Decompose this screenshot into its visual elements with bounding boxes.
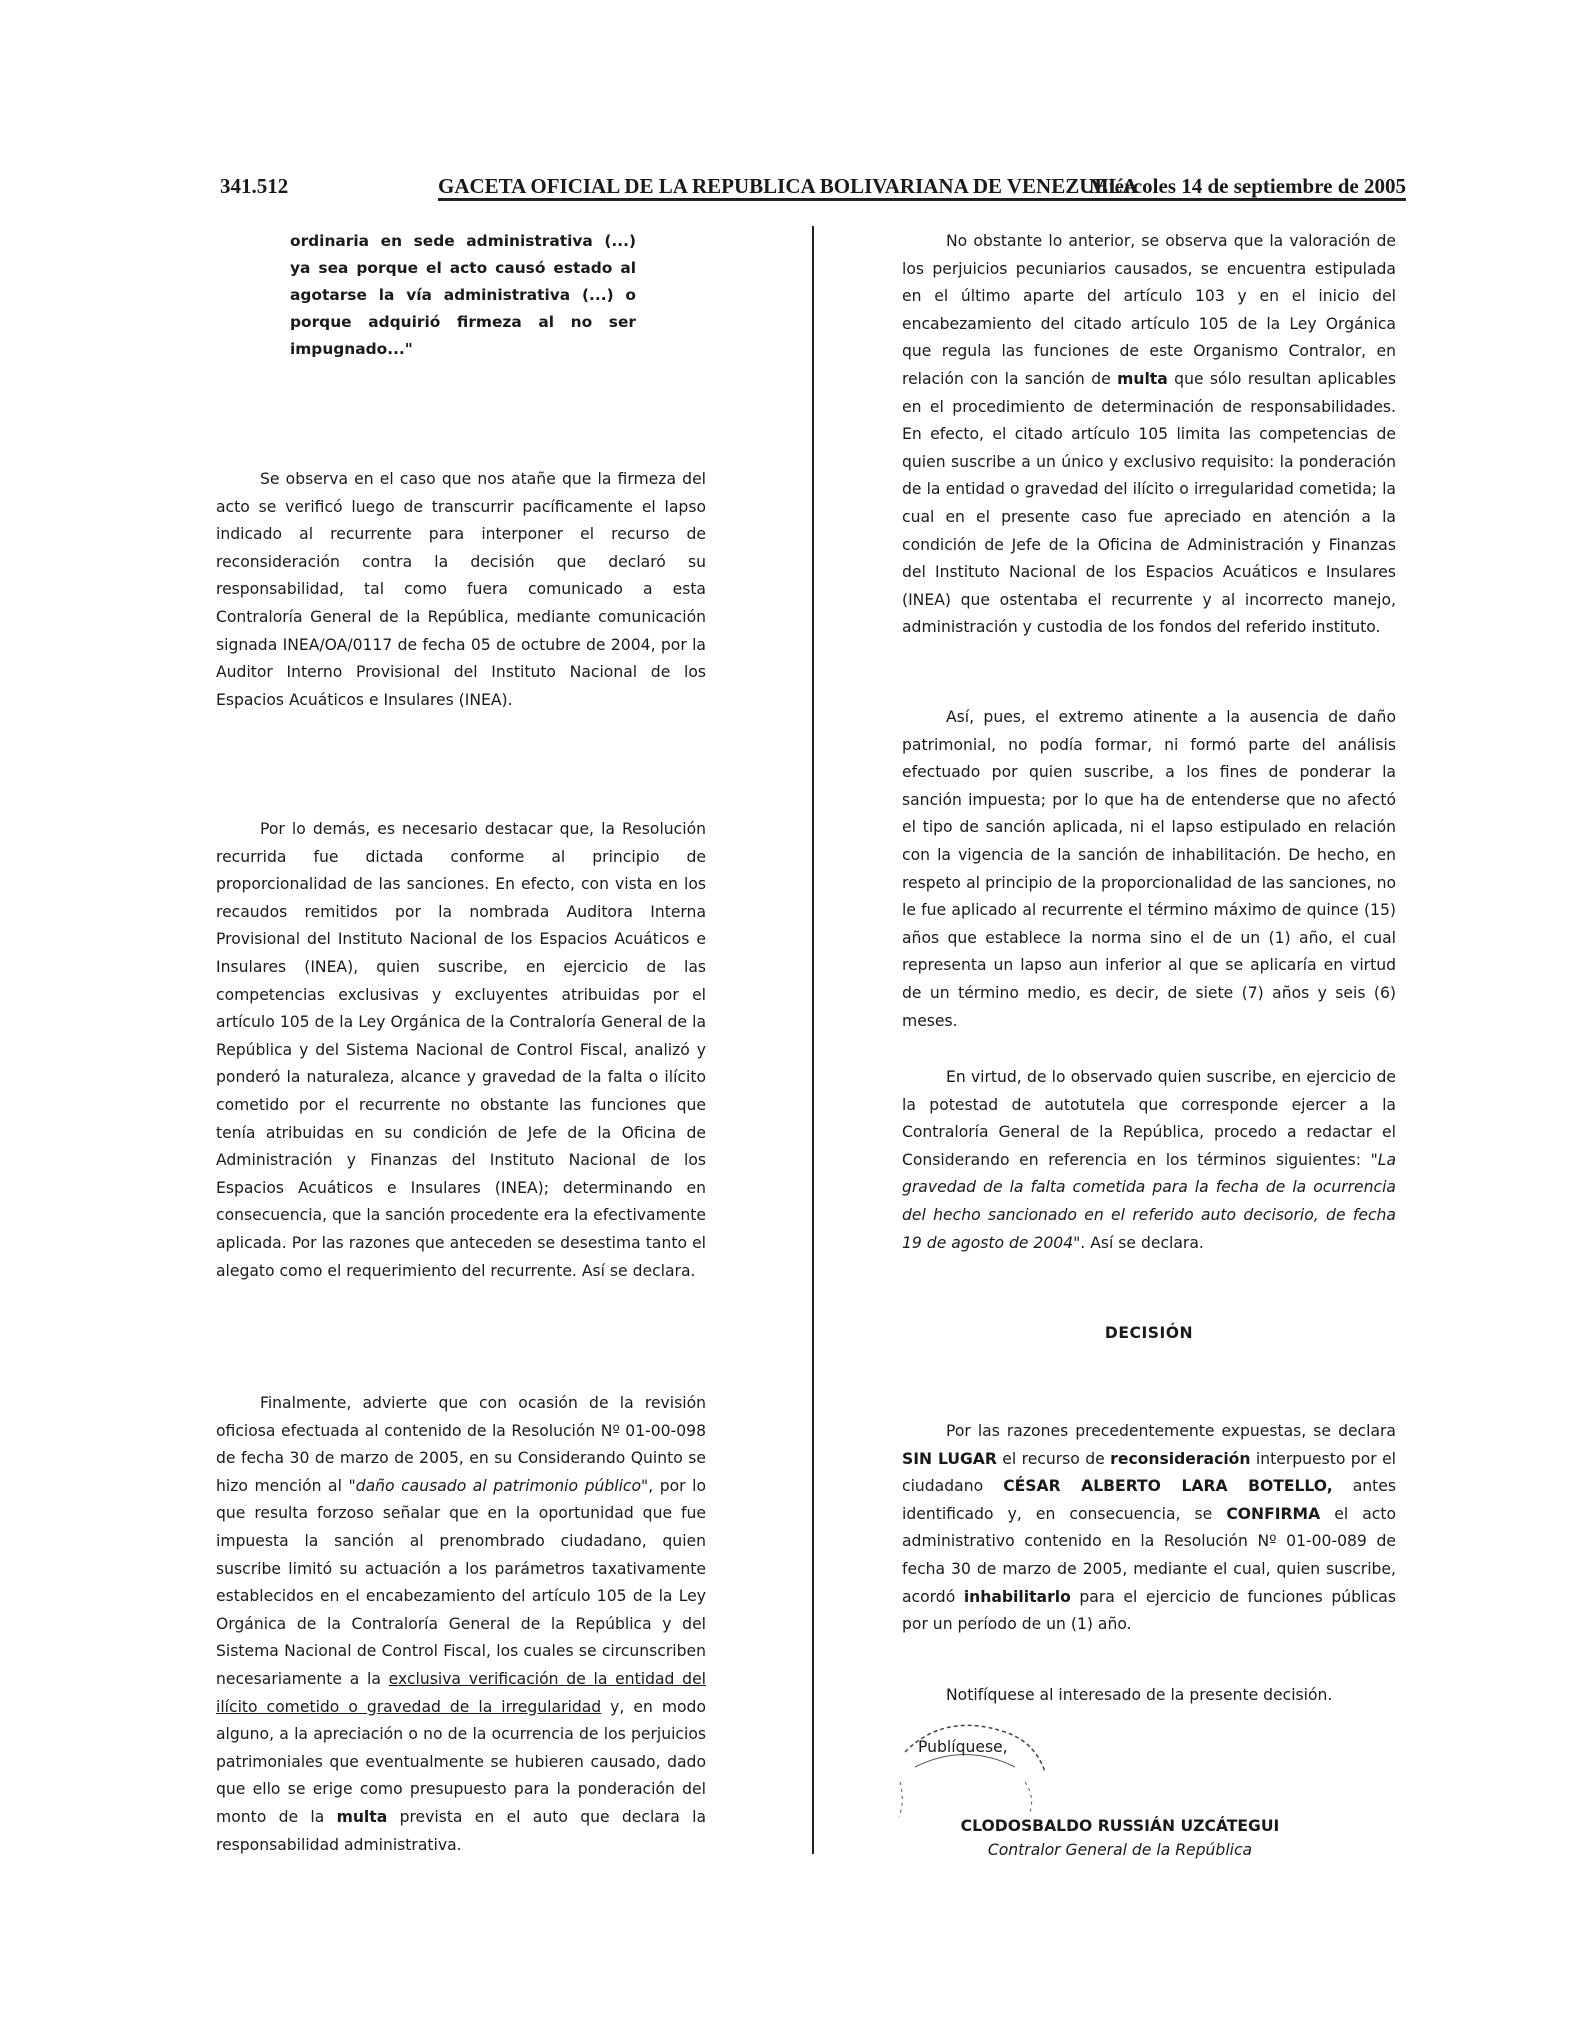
right-column-4 — [902, 1418, 1396, 1639]
publish-line — [918, 1734, 1118, 1762]
issue-date: Miércoles 14 de septiembre de 2005 — [1088, 174, 1406, 198]
notify-text: Notifíquese al interesado de la presente decisión. — [946, 1686, 1333, 1704]
decision-heading: DECISIÓN — [1104, 1324, 1194, 1342]
gazette-title: GACETA OFICIAL DE LA REPUBLICA BOLIVARIANA DE VENEZUELA — [438, 174, 1138, 198]
left-paragraph-3: Finalmente, advierte que con ocasión de la revisión oficiosa efectuada al contenido de la Resolución Nº 01-00-098 de fecha 30 de marzo de 2005, en su Considerando Quinto se hizo mención al "daño causado al patrimonio público", por lo que resulta forzoso señalar que en la oportunidad que fue impuesta la sanción al prenombrado ciudadano, quien suscribe limitó su actuación a los parámetros taxativamente establecidos en el encabezamiento del artículo 105 de la Ley Orgánica de la Contraloría General de la República y del Sistema Nacional de Control Fiscal, los cuales se circunscriben necesariamente a la exclusiva verificación de la entidad del ilícito cometido o gravedad de la irregularidad y, en modo alguno, a la apreciación o no de la ocurrencia de los perjuicios patrimoniales que eventualmente se hubieren causado, dado que ello se erige como presupuesto para la ponderación del monto de la multa prevista en el auto que declara la responsabilidad administrativa. — [216, 1394, 707, 1854]
header-rule — [438, 198, 1406, 201]
right-column-3 — [902, 1064, 1396, 1257]
left-paragraph-2: Por lo demás, es necesario destacar que, la Resolución recurrida fue dictada conforme al principio de proporcionalidad de las sanciones. En efecto, con vista en los recaudos remitidos por la nombrada Auditora Interna Provisional del Instituto Nacional de los Espacios Acuáticos e Insulares (INEA), quien suscribe, en ejercicio de las competencias exclusivas y excluyentes atribuidas por el artículo 105 de la Ley Orgánica de la Contraloría General de la República y del Sistema Nacional de Control Fiscal, analizó y ponderó la naturaleza, alcance y gravedad de la falta o ilícito cometido por el recurrente no obstante las funciones que tenía atribuidas en su condición de Jefe de la Oficina de Administración y Finanzas del Instituto Nacional de los Espacios Acuáticos e Insulares (INEA); determinando en consecuencia, que la sanción procedente era la efectivamente aplicada. Por las razones que anteceden se desestima tanto el alegato como el requerimiento del recurrente. Así se declara. — [216, 820, 706, 1280]
left-column-2 — [216, 816, 706, 1285]
right-paragraph-3: En virtud, de lo observado quien suscribe, en ejercicio de la potestad de autotutela que corresponde ejercer a la Contraloría General de la República, procedo a redactar el Considerando en referencia en los términos siguientes: "La gravedad de la falta cometida para la fecha de la ocurrencia del hecho sancionado en el referido auto decisorio, de fecha 19 de agosto de 2004". Así se declara. — [902, 1068, 1396, 1252]
notify-line — [946, 1682, 1396, 1710]
seal-mark-icon — [885, 1712, 1055, 1822]
right-column-2 — [902, 704, 1396, 1035]
decision-paragraph: Por las razones precedentemente expuestas, se declara SIN LUGAR el recurso de reconsideración interpuesto por el ciudadano CÉSAR ALBERTO LARA BOTELLO, antes identificado y, en consecuencia, se CONFIRMA el acto administrativo contenido en la Resolución Nº 01-00-089 de fecha 30 de marzo de 2005, mediante el cual, quien suscribe, acordó inhabilitarlo para el ejercicio de funciones públicas por un período de un (1) año. — [902, 1422, 1397, 1634]
page-number: 341.512 — [220, 174, 289, 198]
right-column-1 — [902, 228, 1396, 642]
left-paragraph-1: Se observa en el caso que nos atañe que la firmeza del acto se verificó luego de transcurrir pacíficamente el lapso indicado al recurrente para interponer el recurso de reconsideración contra la decisión que declaró su responsabilidad, tal como fuera comunicado a esta Contraloría General de la República, mediante comunicación signada INEA/OA/0117 de fecha 05 de octubre de 2004, por la Auditor Interno Provisional del Instituto Nacional de los Espacios Acuáticos e Insulares (INEA). — [216, 470, 706, 709]
signer-name: CLODOSBALDO RUSSIÁN UZCÁTEGUI — [960, 1817, 1280, 1835]
signature-block — [880, 1814, 1360, 1862]
right-paragraph-1: No obstante lo anterior, se observa que la valoración de los perjuicios pecuniarios causados, se encuentra estipulada en el último aparte del artículo 103 y en el inicio del encabezamiento del citado artículo 105 de la Ley Orgánica que regula las funciones de este Organismo Contralor, en relación con la sanción de multa que sólo resultan aplicables en el procedimiento de determinación de responsabilidades. En efecto, el citado artículo 105 limita las competencias de quien suscribe a un único y exclusivo requisito: la ponderación de la entidad o gravedad del ilícito o irregularidad cometida; la cual en el presente caso fue apreciado en atención a la condición de Jefe de la Oficina de Administración y Finanzas del Instituto Nacional de los Espacios Acuáticos e Insulares (INEA) que ostentaba el recurrente y al incorrecto manejo, administración y custodia de los fondos del referido instituto. — [902, 232, 1396, 637]
signer-title: Contralor General de la República — [987, 1841, 1253, 1859]
quoted-text: ordinaria en sede administrativa (...) ya sea porque el acto causó estado al agotarse la vía administrativa (...) o porque adquirió firmeza al no ser impugnado..." — [290, 232, 636, 358]
right-paragraph-2: Así, pues, el extremo atinente a la ausencia de daño patrimonial, no podía formar, ni formó parte del análisis efectuado por quien suscribe, a los fines de ponderar la sanción impuesta; por lo que ha de entenderse que no afectó el tipo de sanción aplicada, ni el lapso estipulado en relación con la vigencia de la sanción de inhabilitación. De hecho, en respeto al principio de la proporcionalidad de las sanciones, no le fue aplicado al recurrente el término máximo de quince (15) años que establece la norma sino el de un (1) año, el cual representa un lapso aun inferior al que se aplicaría en virtud de un término medio, es decir, de siete (7) años y seis (6) meses. — [902, 708, 1396, 1030]
publish-text: Publíquese, — [918, 1738, 1008, 1756]
left-column-3 — [216, 1390, 706, 1859]
column-divider — [812, 226, 814, 1854]
left-column — [216, 466, 706, 714]
